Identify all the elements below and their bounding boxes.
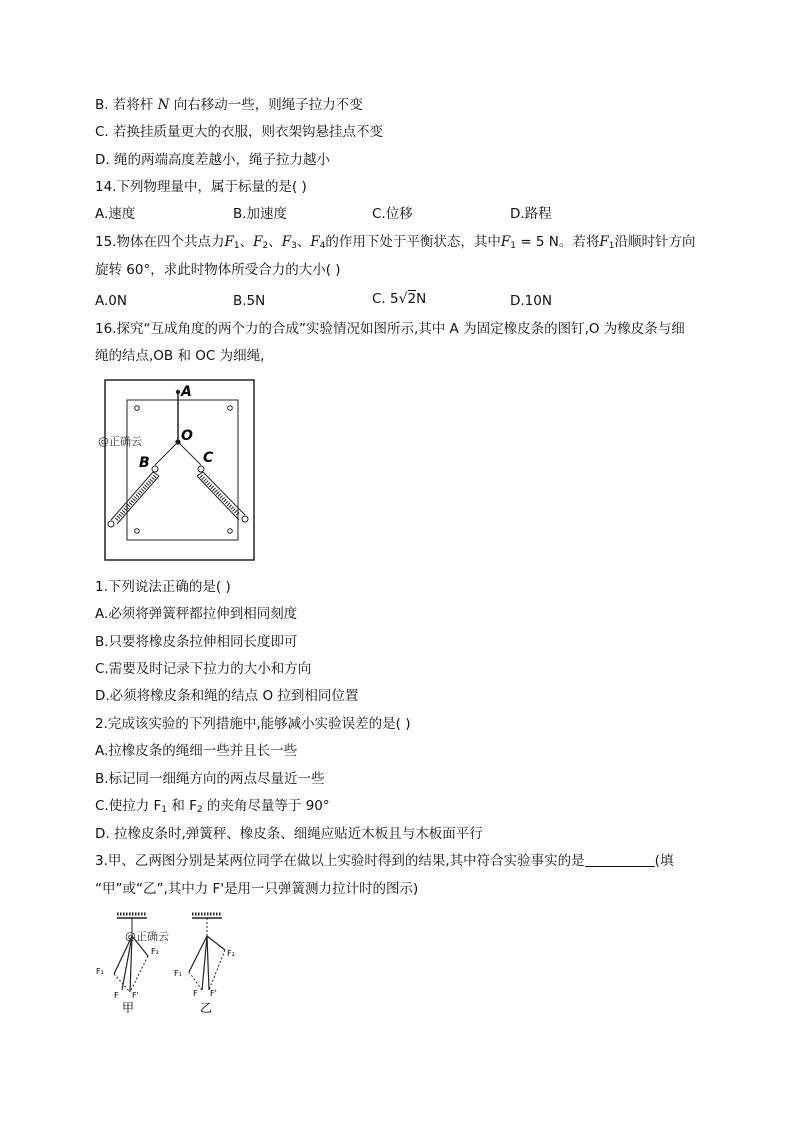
q14-stem: 14.下列物理量中，属于标量的是( ) xyxy=(95,179,307,195)
svg-text:F₂: F₂ xyxy=(227,949,235,958)
q16-stem-line2: 绳的结点,OB 和 OC 为细绳, xyxy=(95,348,265,364)
sub2-option-a: A.拉橡皮条的绳细一些并且长一些 xyxy=(95,743,298,759)
sub1-option-b: B.只要将橡皮条拉伸相同长度即可 xyxy=(95,634,298,650)
string-ob xyxy=(155,442,178,465)
sub2-option-b: B.标记同一细绳方向的两点尽量近一些 xyxy=(95,771,325,787)
q14-option-d: D.路程 xyxy=(510,206,552,222)
q16-stem-line1: 16.探究“互成角度的两个力的合成”实验情况如图所示,其中 A 为固定橡皮条的图钉,O 为橡皮条与细 xyxy=(95,321,685,337)
sub1-stem: 1.下列说法正确的是( ) xyxy=(95,579,231,595)
label-jia: 甲 xyxy=(122,1001,135,1015)
svg-text:F: F xyxy=(193,989,198,998)
sub2-option-c: C.使拉力 $F_1$ 和 $F_2$ 的夹角尽量等于 90° xyxy=(95,798,330,815)
label-c: C xyxy=(203,450,214,466)
q15-stem-line1: 15.物体在四个共点力$F_1$、$F_2$、$F_3$、$F_4$的作用下处于平衡状态，其中$F_1 = 5$ N。若将$F_1$沿顺时针方向 xyxy=(95,234,696,251)
spring-balance-c xyxy=(197,466,248,522)
q14-option-b: B.加速度 xyxy=(233,206,288,222)
q15-option-c: C. 5√2N xyxy=(372,291,427,307)
sub1-option-d: D.必须将橡皮条和绳的结点 O 拉到相同位置 xyxy=(95,688,359,704)
sub3-stem-line2: “甲”或“乙”,其中力 F'是用一只弹簧测力拉计时的图示) xyxy=(95,881,419,897)
option-b-line: B. 若将杆 N 向右移动一些，则绳子拉力不变 xyxy=(95,97,363,113)
svg-text:F₁: F₁ xyxy=(174,969,182,978)
label-a: A xyxy=(181,384,192,400)
svg-text:F₂: F₂ xyxy=(151,947,159,956)
corner-pin xyxy=(135,529,140,534)
svg-text:F₁: F₁ xyxy=(96,967,104,976)
pin-a xyxy=(176,390,180,394)
label-o: O xyxy=(181,428,193,444)
corner-pin xyxy=(228,406,233,411)
q15-option-d: D.10N xyxy=(510,293,552,309)
q15-stem-line2: 旋转 60°，求此时物体所受合力的大小( ) xyxy=(95,262,341,278)
q15-option-a: A.0N xyxy=(95,293,127,309)
q14-option-c: C.位移 xyxy=(372,206,413,222)
svg-text:F: F xyxy=(114,991,119,1000)
label-yi: 乙 xyxy=(200,1001,213,1015)
corner-pin xyxy=(135,406,140,411)
sub3-stem-line1: 3.甲、乙两图分别是某两位同学在做以上实验时得到的结果,其中符合实验事实的是 (填 xyxy=(95,853,674,869)
corner-pin xyxy=(228,529,233,534)
answer-blank[interactable] xyxy=(585,852,655,867)
watermark: @正确云 xyxy=(98,435,142,448)
option-d-line: D. 绳的两端高度差越小，绳子拉力越小 xyxy=(95,152,330,168)
watermark: @正确云 xyxy=(125,930,169,943)
string-oc xyxy=(178,442,201,465)
label-b: B xyxy=(139,455,150,471)
q15-option-b: B.5N xyxy=(233,293,266,309)
option-c-line: C. 若换挂质量更大的衣服，则衣架钩悬挂点不变 xyxy=(95,124,384,140)
sub2-option-d: D. 拉橡皮条时,弹簧秤、橡皮条、细绳应贴近木板且与木板面平行 xyxy=(95,826,483,842)
q14-option-a: A.速度 xyxy=(95,206,136,222)
sub1-option-a: A.必须将弹簧秤都拉伸到相同刻度 xyxy=(95,606,298,622)
diagram-yi xyxy=(174,914,235,1015)
svg-text:F': F' xyxy=(132,991,139,1000)
svg-text:F': F' xyxy=(210,989,217,998)
result-diagrams-figure xyxy=(92,912,252,1017)
experiment-board-figure xyxy=(95,378,265,564)
sub2-stem: 2.完成该实验的下列措施中,能够减小实验误差的是( ) xyxy=(95,716,411,732)
spring-balance-b xyxy=(108,466,159,527)
sub1-option-c: C.需要及时记录下拉力的大小和方向 xyxy=(95,661,312,677)
